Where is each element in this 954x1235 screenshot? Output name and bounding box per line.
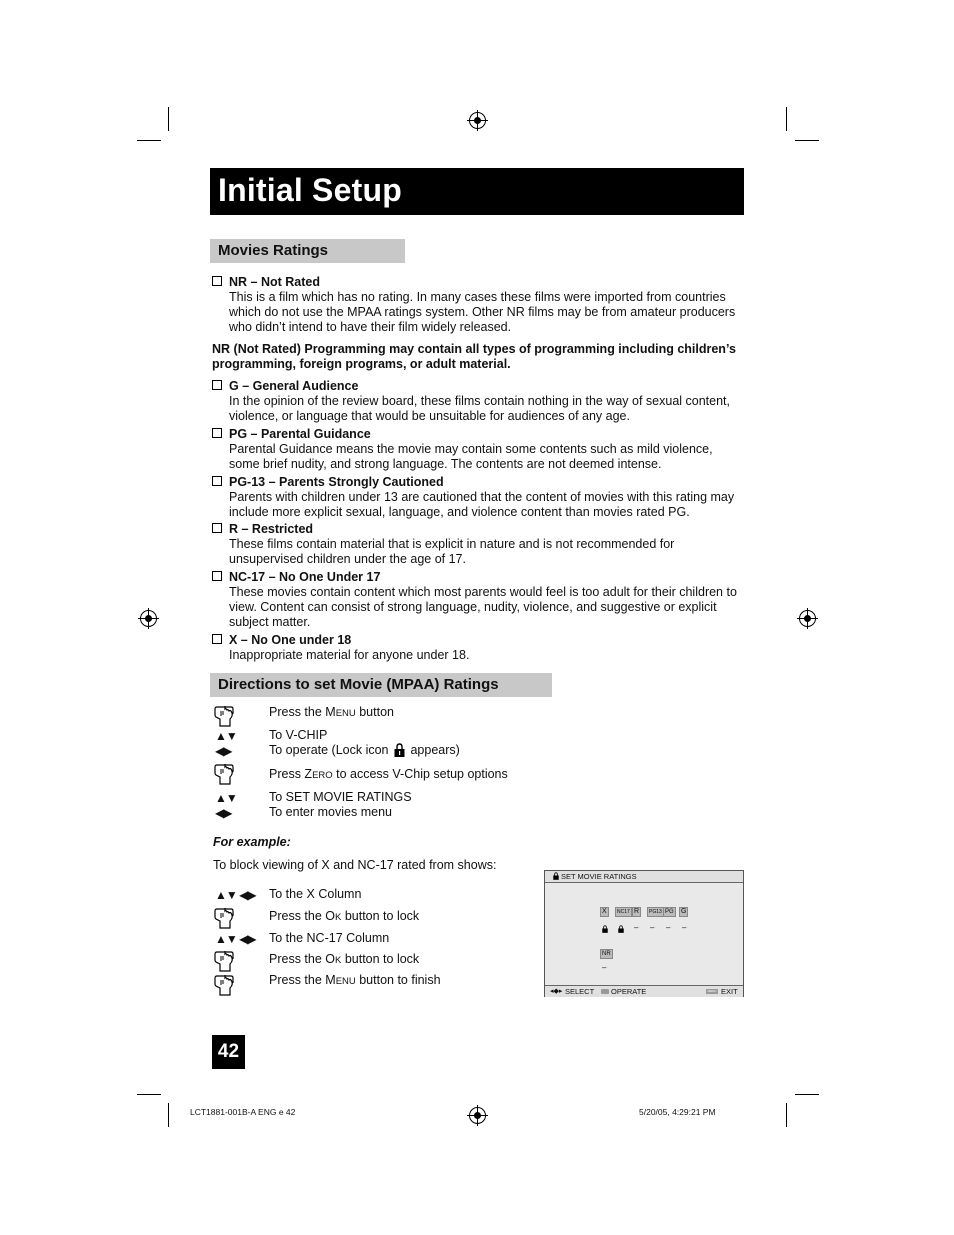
step-set-movie-ratings: To SET MOVIE RATINGS	[269, 790, 412, 804]
rating-description: Parental Guidance means the movie may contain some contents such as mild violence, some brief nudity, and strong language. The contents are not deemed intense.	[229, 442, 713, 471]
rating-item-pg13	[212, 475, 744, 520]
example-intro: To block viewing of X and NC-17 rated from shows:	[213, 858, 497, 872]
checkbox-bullet-icon	[212, 634, 222, 644]
crop-mark	[137, 140, 161, 141]
rating-column-pg13: PG13	[649, 909, 662, 915]
hand-press-icon	[213, 949, 235, 973]
rating-heading: PG-13 – Parents Strongly Cautioned	[229, 475, 444, 489]
crop-mark	[168, 107, 169, 131]
step-to-operate: To operate (Lock icon appears)	[269, 743, 460, 757]
unlocked-marker: –	[650, 923, 655, 932]
registration-mark-icon	[799, 610, 816, 627]
hand-press-icon	[213, 906, 235, 930]
section-heading-directions: Directions to set Movie (MPAA) Ratings	[210, 673, 552, 697]
hand-press-icon	[213, 704, 235, 728]
lock-icon	[618, 925, 624, 933]
example-step-press-ok: Press the OK button to lock	[269, 952, 420, 966]
hand-press-icon	[213, 762, 235, 786]
rating-description: Parents with children under 13 are cautioned that the content of movies with this rating may include more explicit sexual, language, and violence content than movies rated PG.	[229, 490, 735, 519]
unlocked-marker: –	[634, 923, 639, 932]
lock-icon	[553, 872, 559, 880]
unlocked-marker: –	[666, 923, 671, 932]
unlocked-marker: –	[602, 963, 607, 972]
screen-title: SET MOVIE RATINGS	[561, 872, 637, 881]
navigation-arrows-icon: ▲▼ ◀▶	[215, 932, 256, 946]
rating-column-x: X	[602, 908, 607, 915]
screen-help-bar	[545, 985, 743, 997]
page-title: Initial Setup	[218, 172, 402, 208]
operate-hint: OPERATE	[611, 987, 647, 996]
tv-menu-screenshot	[544, 870, 744, 997]
rating-heading: PG – Parental Guidance	[229, 427, 371, 441]
checkbox-bullet-icon	[212, 571, 222, 581]
example-step-nc17-column: To the NC-17 Column	[269, 931, 390, 945]
registration-mark-icon	[469, 112, 486, 129]
rating-item-nc17	[212, 570, 744, 630]
left-right-arrows-icon: ◀▶	[215, 806, 232, 820]
rating-heading: X – No One under 18	[229, 633, 352, 647]
crop-mark	[795, 1094, 819, 1095]
navigation-arrows-icon: ▲▼ ◀▶	[215, 888, 256, 902]
rating-column-pg: PG	[665, 909, 674, 915]
registration-mark-icon	[469, 1107, 486, 1124]
ok-button-icon	[601, 989, 609, 994]
rating-column-r: R	[634, 908, 640, 915]
step-press-menu: Press the MENU button	[269, 705, 394, 719]
rating-description: Inappropriate material for anyone under 18.	[229, 648, 470, 662]
menu-button-icon: MENU	[707, 989, 717, 993]
left-right-arrows-icon: ◀▶	[215, 744, 232, 758]
rating-description: These films contain material that is explicit in nature and is not recommended for unsupervised children under the age of 17.	[229, 537, 675, 566]
checkbox-bullet-icon	[212, 523, 222, 533]
footer-timestamp: 5/20/05, 4:29:21 PM	[639, 1107, 716, 1117]
footer-file-info: LCT1881-001B-A ENG e 42	[190, 1107, 296, 1117]
crop-mark	[795, 140, 819, 141]
step-enter-movies-menu: To enter movies menu	[269, 805, 392, 819]
rating-heading: G – General Audience	[229, 379, 359, 393]
example-step-press-ok: Press the OK button to lock	[269, 909, 420, 923]
up-down-arrows-icon: ▲▼	[215, 729, 237, 743]
lock-icon	[602, 925, 608, 933]
up-down-arrows-icon: ▲▼	[215, 791, 237, 805]
crop-mark	[137, 1094, 161, 1095]
select-arrows-icon: ◂◆▸	[550, 988, 563, 995]
rating-column-nr: NR	[602, 951, 611, 957]
checkbox-bullet-icon	[212, 476, 222, 486]
page-number: 42	[212, 1035, 245, 1069]
rating-heading: NC-17 – No One Under 17	[229, 570, 381, 584]
crop-mark	[786, 1103, 787, 1127]
rating-description: This is a film which has no rating. In many cases these films were imported from countries which do not use the MPAA ratings system. Other NR films may be from amateur producers who didn’t intend to have their film widely released.	[229, 290, 736, 334]
checkbox-bullet-icon	[212, 276, 222, 286]
hand-press-icon	[213, 973, 235, 997]
lock-icon	[394, 743, 405, 757]
checkbox-bullet-icon	[212, 380, 222, 390]
rating-heading: NR – Not Rated	[229, 275, 320, 289]
exit-hint: EXIT	[721, 987, 738, 996]
rating-item-nr	[212, 275, 744, 335]
rating-column-nc17: NC17	[617, 909, 630, 915]
rating-item-r	[212, 522, 744, 567]
crop-mark	[786, 107, 787, 131]
rating-item-x	[212, 633, 744, 663]
example-step-x-column: To the X Column	[269, 887, 362, 901]
page-title-bar	[210, 168, 744, 215]
screen-title-bar	[545, 871, 743, 883]
rating-item-pg	[212, 427, 744, 472]
checkbox-bullet-icon	[212, 428, 222, 438]
step-press-zero: Press ZERO to access V-Chip setup options	[269, 767, 508, 781]
example-step-press-menu: Press the MENU button to finish	[269, 973, 441, 987]
select-hint: SELECT	[565, 987, 595, 996]
section-heading-movies-ratings: Movies Ratings	[210, 239, 405, 263]
unlocked-marker: –	[682, 923, 687, 932]
rating-heading: R – Restricted	[229, 522, 314, 536]
registration-mark-icon	[140, 610, 157, 627]
rating-description: These movies contain content which most parents would feel is too adult for their children to view. Content can consist of strong language, nudity, violence, and suggestive or explicit subject matter.	[229, 585, 737, 629]
rating-item-g	[212, 379, 744, 424]
rating-description: In the opinion of the review board, these films contain nothing in the way of sexual content, violence, or language that would be unsuitable for audiences of any age.	[229, 394, 731, 423]
crop-mark	[168, 1103, 169, 1127]
step-to-vchip: To V-CHIP	[269, 728, 328, 742]
warning-text: NR (Not Rated) Programming may contain all types of programming including children’s programming, foreign programs, or adult material.	[212, 342, 736, 371]
rating-column-g: G	[681, 908, 687, 915]
example-label: For example:	[213, 835, 291, 849]
